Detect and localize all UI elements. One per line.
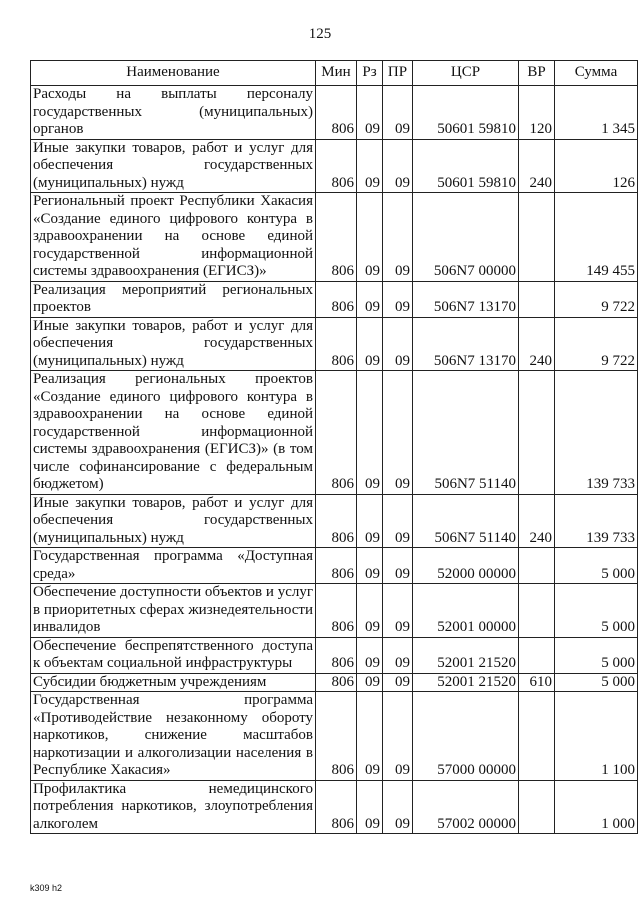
- cell-rz: 09: [357, 494, 383, 548]
- cell-csr: 52000 00000: [413, 548, 519, 584]
- cell-min: 806: [316, 673, 357, 692]
- header-name: Наименование: [31, 61, 316, 86]
- cell-name: Реализация мероприятий региональных проектов: [31, 281, 316, 317]
- table-row: [31, 584, 638, 638]
- table-row: [31, 494, 638, 548]
- cell-pr: 09: [383, 692, 413, 781]
- cell-min: 806: [316, 281, 357, 317]
- cell-min: 806: [316, 317, 357, 371]
- cell-sum: 139 733: [555, 371, 638, 495]
- cell-csr: 506N7 13170: [413, 281, 519, 317]
- cell-pr: 09: [383, 139, 413, 193]
- cell-rz: 09: [357, 317, 383, 371]
- cell-vr: [519, 281, 555, 317]
- cell-sum: 139 733: [555, 494, 638, 548]
- cell-pr: 09: [383, 548, 413, 584]
- table-row: [31, 371, 638, 495]
- cell-rz: 09: [357, 673, 383, 692]
- cell-name: Государственная программа «Противодействие незаконному обороту наркотиков, снижение масштабов наркотизации и алкоголизации населения в Республике Хакасия»: [31, 692, 316, 781]
- table-row: [31, 548, 638, 584]
- cell-csr: 506N7 51140: [413, 494, 519, 548]
- table-row: [31, 281, 638, 317]
- cell-rz: 09: [357, 548, 383, 584]
- cell-rz: 09: [357, 281, 383, 317]
- cell-name: Профилактика немедицинского потребления наркотиков, злоупотребления алкоголем: [31, 780, 316, 834]
- cell-pr: 09: [383, 780, 413, 834]
- cell-pr: 09: [383, 371, 413, 495]
- cell-pr: 09: [383, 281, 413, 317]
- cell-rz: 09: [357, 139, 383, 193]
- cell-name: Обеспечение доступности объектов и услуг в приоритетных сферах жизнедеятельности инвалидов: [31, 584, 316, 638]
- cell-vr: [519, 692, 555, 781]
- table-row: [31, 780, 638, 834]
- cell-sum: 5 000: [555, 673, 638, 692]
- cell-vr: [519, 548, 555, 584]
- cell-rz: 09: [357, 637, 383, 673]
- table-row: [31, 673, 638, 692]
- table-row: [31, 637, 638, 673]
- header-vr: ВР: [519, 61, 555, 86]
- cell-min: 806: [316, 139, 357, 193]
- cell-name: Региональный проект Республики Хакасия «Создание единого цифрового контура в здравоохранении на основе единой государственной информационной системы здравоохранения (ЕГИСЗ)»: [31, 193, 316, 282]
- cell-name: Иные закупки товаров, работ и услуг для обеспечения государственных (муниципальных) нужд: [31, 494, 316, 548]
- cell-csr: 57000 00000: [413, 692, 519, 781]
- cell-sum: 126: [555, 139, 638, 193]
- cell-csr: 50601 59810: [413, 86, 519, 140]
- cell-csr: 506N7 00000: [413, 193, 519, 282]
- cell-vr: [519, 584, 555, 638]
- cell-min: 806: [316, 86, 357, 140]
- cell-vr: [519, 193, 555, 282]
- cell-sum: 5 000: [555, 548, 638, 584]
- table-header-row: [31, 61, 638, 86]
- cell-name: Государственная программа «Доступная среда»: [31, 548, 316, 584]
- cell-vr: 610: [519, 673, 555, 692]
- cell-pr: 09: [383, 193, 413, 282]
- cell-rz: 09: [357, 193, 383, 282]
- cell-rz: 09: [357, 780, 383, 834]
- cell-name: Иные закупки товаров, работ и услуг для обеспечения государственных (муниципальных) нужд: [31, 317, 316, 371]
- cell-min: 806: [316, 548, 357, 584]
- cell-min: 806: [316, 584, 357, 638]
- cell-rz: 09: [357, 584, 383, 638]
- budget-table: [30, 60, 638, 834]
- table-row: [31, 139, 638, 193]
- cell-name: Субсидии бюджетным учреждениям: [31, 673, 316, 692]
- cell-name: Расходы на выплаты персоналу государственных (муниципальных) органов: [31, 86, 316, 140]
- cell-min: 806: [316, 371, 357, 495]
- cell-sum: 9 722: [555, 317, 638, 371]
- table-row: [31, 692, 638, 781]
- footer-code: k309 h2: [30, 883, 63, 893]
- cell-vr: 240: [519, 317, 555, 371]
- cell-vr: [519, 637, 555, 673]
- cell-min: 806: [316, 780, 357, 834]
- cell-rz: 09: [357, 692, 383, 781]
- cell-csr: 57002 00000: [413, 780, 519, 834]
- cell-min: 806: [316, 494, 357, 548]
- cell-pr: 09: [383, 86, 413, 140]
- cell-min: 806: [316, 193, 357, 282]
- cell-min: 806: [316, 637, 357, 673]
- cell-sum: 5 000: [555, 637, 638, 673]
- cell-sum: 1 345: [555, 86, 638, 140]
- header-min: Мин: [316, 61, 357, 86]
- cell-pr: 09: [383, 673, 413, 692]
- cell-name: Реализация региональных проектов «Создание единого цифрового контура в здравоохранении на основе единой государственной информационной системы здравоохранения (ЕГИСЗ)» (в том числе софинансирование с федеральным бюджетом): [31, 371, 316, 495]
- cell-rz: 09: [357, 86, 383, 140]
- cell-csr: 506N7 13170: [413, 317, 519, 371]
- table-row: [31, 317, 638, 371]
- cell-sum: 1 000: [555, 780, 638, 834]
- cell-vr: [519, 780, 555, 834]
- cell-sum: 5 000: [555, 584, 638, 638]
- cell-pr: 09: [383, 637, 413, 673]
- cell-sum: 149 455: [555, 193, 638, 282]
- cell-csr: 52001 21520: [413, 673, 519, 692]
- header-rz: Рз: [357, 61, 383, 86]
- cell-vr: 240: [519, 139, 555, 193]
- header-pr: ПР: [383, 61, 413, 86]
- table-row: [31, 86, 638, 140]
- cell-vr: 240: [519, 494, 555, 548]
- cell-pr: 09: [383, 584, 413, 638]
- cell-csr: 506N7 51140: [413, 371, 519, 495]
- cell-sum: 9 722: [555, 281, 638, 317]
- cell-min: 806: [316, 692, 357, 781]
- table-body: [31, 86, 638, 834]
- cell-csr: 52001 21520: [413, 637, 519, 673]
- page-number: 125: [308, 26, 332, 42]
- cell-pr: 09: [383, 494, 413, 548]
- cell-vr: 120: [519, 86, 555, 140]
- cell-vr: [519, 371, 555, 495]
- cell-rz: 09: [357, 371, 383, 495]
- cell-sum: 1 100: [555, 692, 638, 781]
- cell-pr: 09: [383, 317, 413, 371]
- cell-csr: 50601 59810: [413, 139, 519, 193]
- cell-csr: 52001 00000: [413, 584, 519, 638]
- header-csr: ЦСР: [413, 61, 519, 86]
- table-row: [31, 193, 638, 282]
- cell-name: Обеспечение беспрепятственного доступа к объектам социальной инфраструктуры: [31, 637, 316, 673]
- header-sum: Сумма: [555, 61, 638, 86]
- cell-name: Иные закупки товаров, работ и услуг для обеспечения государственных (муниципальных) нужд: [31, 139, 316, 193]
